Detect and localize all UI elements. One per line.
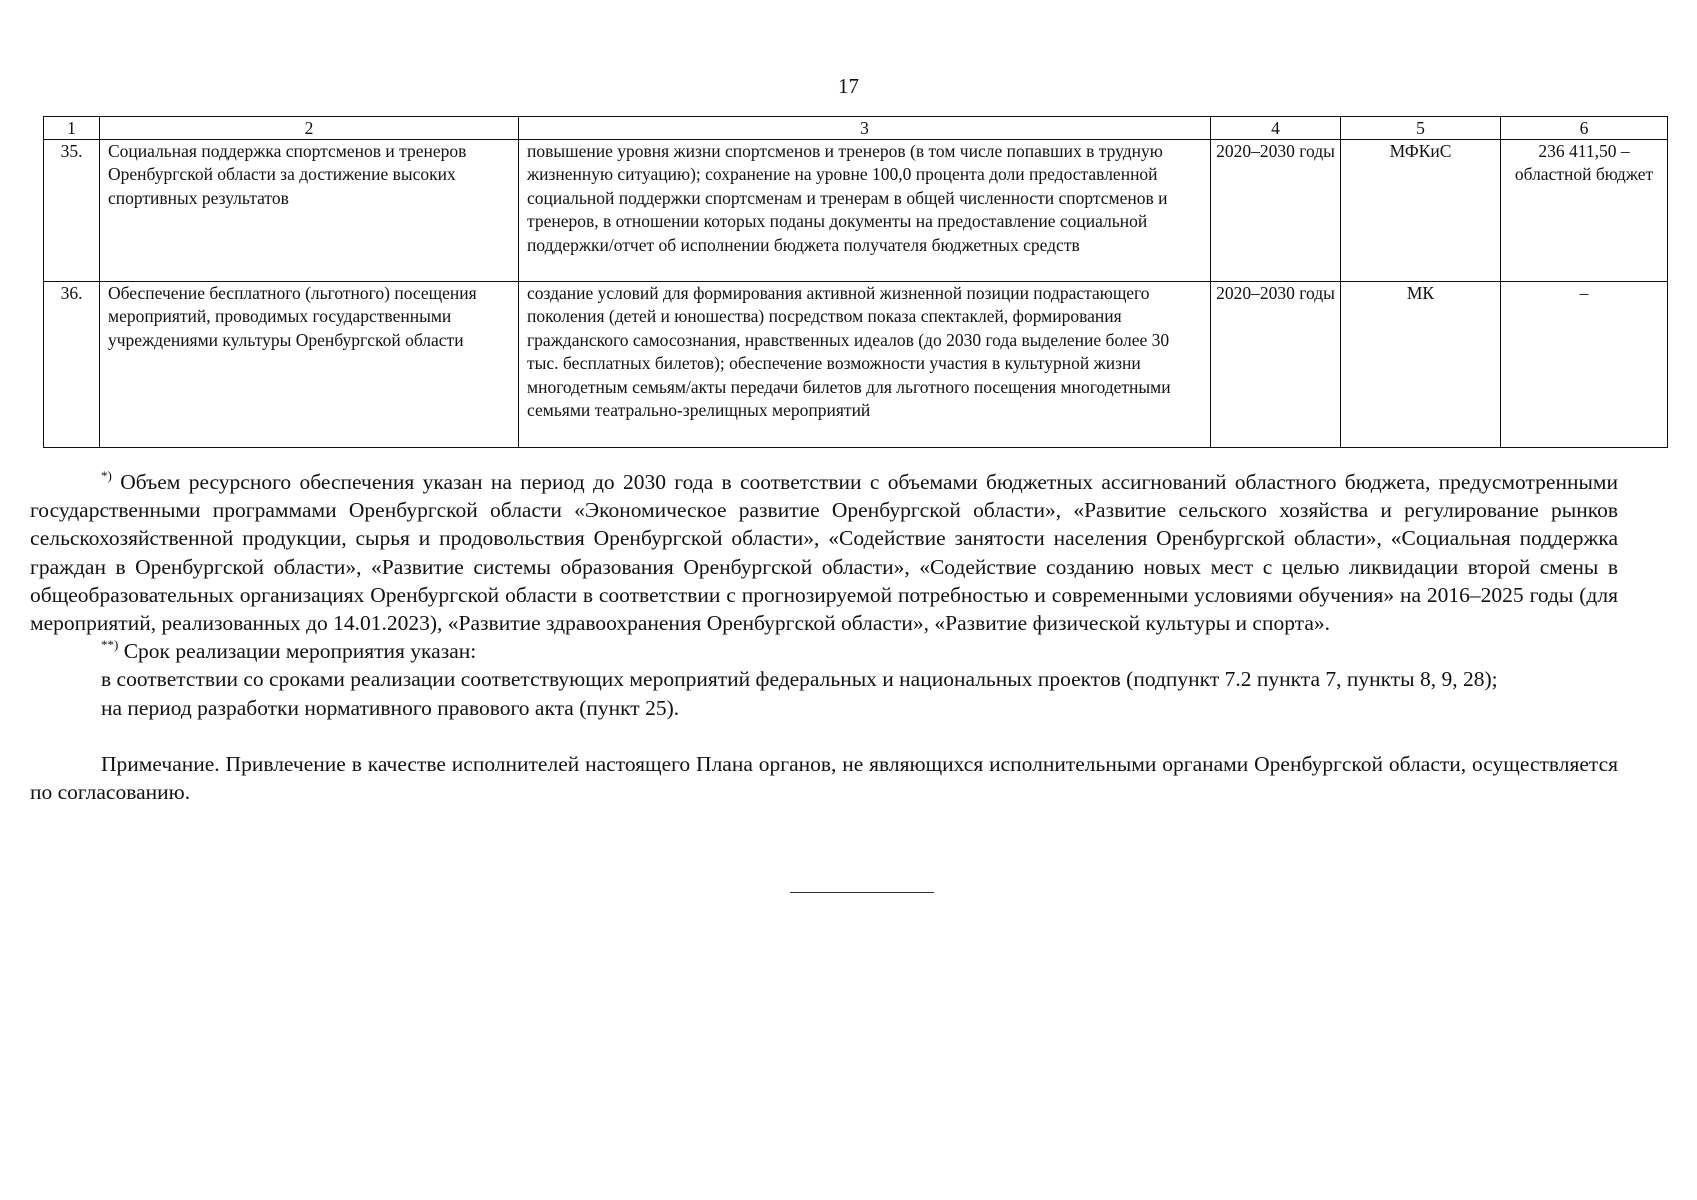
column-number-6: 6 xyxy=(1501,117,1668,140)
page-number: 17 xyxy=(838,74,859,98)
footnote-text: Срок реализации мероприятия указан: xyxy=(123,639,477,664)
row-number: 36. xyxy=(44,282,100,448)
column-number-1: 1 xyxy=(44,117,100,140)
footnote-period-item: на период разработки нормативного правового акта (пункт 25). xyxy=(101,695,680,720)
funding: 236 411,50 – областной бюджет xyxy=(1501,140,1668,282)
footnotes xyxy=(30,468,1618,806)
activity-name: Обеспечение бесплатного (льготного) посещения мероприятий, проводимых государственными учреждениями культуры Оренбургской области xyxy=(100,282,519,448)
row-number: 35. xyxy=(44,140,100,282)
remark: Примечание. Привлечение в качестве исполнителей настоящего Плана органов, не являющихся исполнительными органами Оренбургской области, осуществляется по согласованию. xyxy=(30,751,1618,805)
plan-table xyxy=(43,116,1668,448)
table-row xyxy=(44,282,1668,448)
implementation-period: 2020–2030 годы xyxy=(1211,282,1341,448)
expected-result: создание условий для формирования активной жизненной позиции подрастающего поколения (детей и юношества) посредством показа спектаклей, формирования гражданского самосознания, нравственных идеалов (до 2030 года выделение более 30 тыс. бесплатных билетов); обеспечение возможности участия в культурной жизни многодетным семьям/акты передачи билетов для льготного посещения многодетными семьями театрально-зрелищных мероприятий xyxy=(519,282,1211,448)
activity-name: Социальная поддержка спортсменов и тренеров Оренбургской области за достижение высоких спортивных результатов xyxy=(100,140,519,282)
footnote-text: Объем ресурсного обеспечения указан на период до 2030 года в соответствии с объемами бюджетных ассигнований областного бюджета, предусмотренными государственными программами Оренбургской области «Экономическое развитие Оренбургской области», «Развитие сельского хозяйства и регулирование рынков сельскохозяйственной продукции, сырья и продовольствия Оренбургской области», «Содействие занятости населения Оренбургской области», «Социальная поддержка граждан в Оренбургской области», «Развитие системы образования Оренбургской области», «Содействие созданию новых мест с целью ликвидации второй смены в общеобразовательных организациях Оренбургской области в соответствии с прогнозируемой потребностью и современными условиями обучения» на 2016–2025 годы (для мероприятий, реализованных до 14.01.2023), «Развитие здравоохранения Оренбургской области», «Развитие физической культуры и спорта». xyxy=(30,470,1619,636)
expected-result: повышение уровня жизни спортсменов и тренеров (в том числе попавших в трудную жизненную ситуацию); сохранение на уровне 100,0 процента доли предоставленной социальной поддержки спортсменам и тренерам в общей численности спортсменов и тренеров, в отношении которых поданы документы на предоставление социальной поддержки/отчет об исполнении бюджета получателя бюджетных средств xyxy=(519,140,1211,282)
table-header-row xyxy=(44,117,1668,140)
footnote-resources xyxy=(30,468,1618,637)
table-row xyxy=(44,140,1668,282)
end-divider xyxy=(790,892,934,893)
footnote-period xyxy=(30,637,1618,665)
executor: МФКиС xyxy=(1341,140,1501,282)
footnote-mark: **) xyxy=(101,637,119,653)
implementation-period: 2020–2030 годы xyxy=(1211,140,1341,282)
executor: МК xyxy=(1341,282,1501,448)
column-number-3: 3 xyxy=(519,117,1211,140)
footnote-period-item: в соответствии со сроками реализации соответствующих мероприятий федеральных и национальных проектов (подпункт 7.2 пункта 7, пункты 8, 9, 28); xyxy=(101,667,1498,692)
funding: – xyxy=(1501,282,1668,448)
footnote-mark: *) xyxy=(101,468,112,483)
column-number-4: 4 xyxy=(1211,117,1341,140)
column-number-5: 5 xyxy=(1341,117,1501,140)
column-number-2: 2 xyxy=(100,117,519,140)
